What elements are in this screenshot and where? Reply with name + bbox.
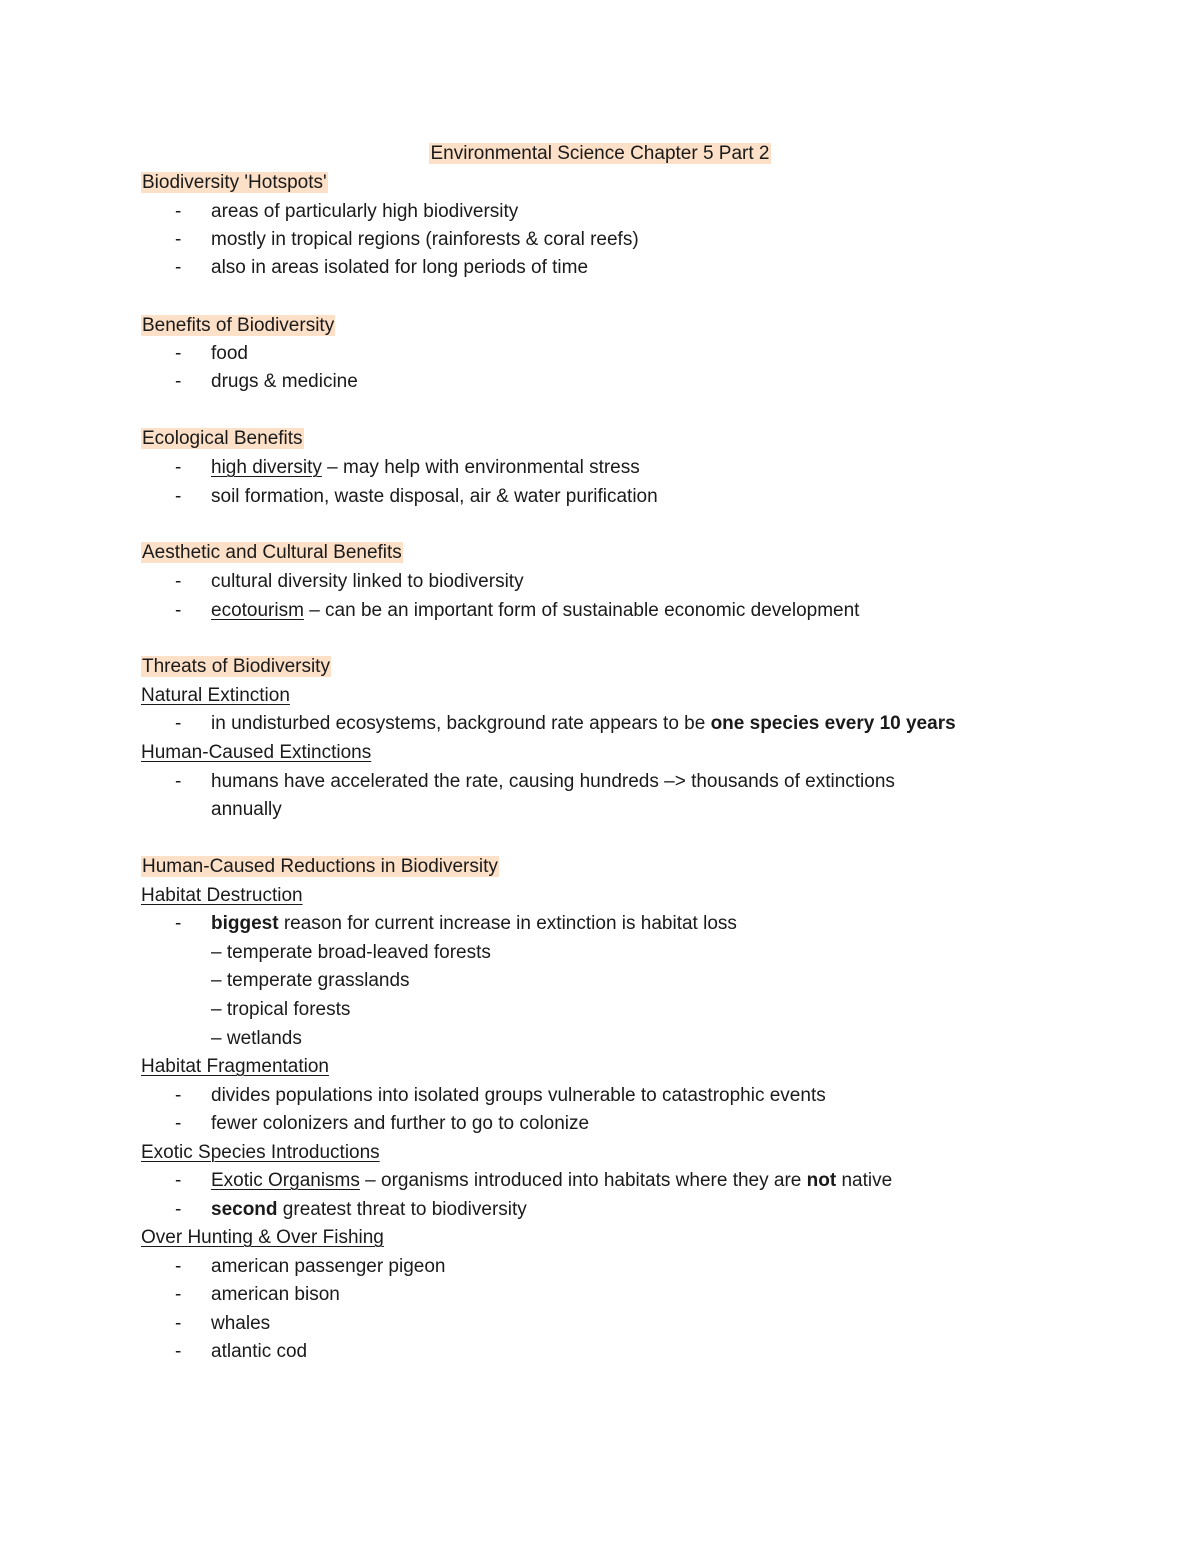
bullet-marker: - bbox=[175, 229, 182, 250]
list-item: american bison bbox=[211, 1284, 340, 1305]
bullet-marker: - bbox=[175, 201, 182, 222]
list-item: also in areas isolated for long periods of time bbox=[211, 257, 589, 278]
bullet-marker: - bbox=[175, 486, 182, 507]
item-text: reason for current increase in extinction is habitat loss bbox=[278, 913, 737, 934]
heading-text: Threats of Biodiversity bbox=[142, 656, 330, 677]
section-heading-reductions bbox=[141, 855, 499, 879]
subheading-exotic-species bbox=[141, 1141, 380, 1165]
bullet-marker: - bbox=[175, 1085, 182, 1106]
bullet-marker: - bbox=[175, 713, 182, 734]
sub-list-item: – temperate broad-leaved forests bbox=[211, 942, 491, 963]
bullet-marker: - bbox=[175, 457, 182, 478]
list-item: american passenger pigeon bbox=[211, 1256, 446, 1277]
bullet-marker: - bbox=[175, 343, 182, 364]
term-text: high diversity bbox=[211, 457, 322, 478]
heading-text: Aesthetic and Cultural Benefits bbox=[142, 542, 402, 563]
bullet-marker: - bbox=[175, 600, 182, 621]
subheading-text: Over Hunting & Over Fishing bbox=[141, 1227, 384, 1248]
item-text: – organisms introduced into habitats where they are bbox=[359, 1170, 807, 1191]
subheading-over-hunting bbox=[141, 1226, 384, 1250]
sub-list-item: – wetlands bbox=[211, 1028, 302, 1049]
subheading-text: Habitat Fragmentation bbox=[141, 1056, 329, 1077]
list-item bbox=[211, 912, 737, 936]
list-item: whales bbox=[211, 1313, 271, 1334]
section-heading-aesthetic bbox=[141, 541, 403, 565]
list-item: humans have accelerated the rate, causing hundreds –> thousands of extinctions bbox=[211, 771, 895, 792]
definition-text: – may help with environmental stress bbox=[321, 457, 640, 478]
bullet-marker: - bbox=[175, 1170, 182, 1191]
item-text: native bbox=[836, 1170, 893, 1191]
list-item bbox=[211, 712, 956, 736]
subheading-habitat-destruction bbox=[141, 884, 303, 908]
bullet-marker: - bbox=[175, 1256, 182, 1277]
sub-list-item: – temperate grasslands bbox=[211, 970, 410, 991]
list-item: areas of particularly high biodiversity bbox=[211, 201, 519, 222]
term-text: ecotourism bbox=[211, 600, 304, 621]
list-item: divides populations into isolated groups vulnerable to catastrophic events bbox=[211, 1085, 826, 1106]
heading-text: Biodiversity 'Hotspots' bbox=[142, 172, 327, 193]
bold-text: one species every 10 years bbox=[710, 713, 956, 734]
subheading-natural-extinction bbox=[141, 684, 290, 708]
bullet-marker: - bbox=[175, 1199, 182, 1220]
bullet-marker: - bbox=[175, 571, 182, 592]
bold-text: not bbox=[806, 1170, 837, 1191]
list-item: soil formation, waste disposal, air & water purification bbox=[211, 486, 658, 507]
heading-text: Human-Caused Reductions in Biodiversity bbox=[142, 856, 498, 877]
section-heading-benefits bbox=[141, 314, 335, 338]
bullet-marker: - bbox=[175, 1113, 182, 1134]
bold-text: second bbox=[211, 1199, 278, 1220]
list-item bbox=[211, 1169, 892, 1193]
bold-text: biggest bbox=[211, 913, 279, 934]
subheading-text: Human-Caused Extinctions bbox=[141, 742, 372, 763]
list-item bbox=[211, 1198, 527, 1222]
list-item: drugs & medicine bbox=[211, 371, 358, 392]
section-heading-threats bbox=[141, 655, 331, 679]
list-item: food bbox=[211, 343, 248, 364]
subheading-human-extinctions bbox=[141, 741, 371, 765]
document-title bbox=[0, 142, 1200, 166]
definition-text: – can be an important form of sustainable economic development bbox=[303, 600, 860, 621]
bullet-marker: - bbox=[175, 257, 182, 278]
subheading-habitat-fragmentation bbox=[141, 1055, 329, 1079]
list-item bbox=[211, 599, 859, 623]
item-text: in undisturbed ecosystems, background rate appears to be bbox=[211, 713, 711, 734]
subheading-text: Exotic Species Introductions bbox=[141, 1142, 380, 1163]
list-item-continuation: annually bbox=[211, 799, 282, 820]
term-text: Exotic Organisms bbox=[211, 1170, 360, 1191]
list-item: fewer colonizers and further to go to colonize bbox=[211, 1113, 590, 1134]
subheading-text: Natural Extinction bbox=[141, 685, 290, 706]
bullet-marker: - bbox=[175, 1341, 182, 1362]
heading-text: Ecological Benefits bbox=[142, 428, 303, 449]
item-text: greatest threat to biodiversity bbox=[277, 1199, 527, 1220]
list-item: cultural diversity linked to biodiversity bbox=[211, 571, 524, 592]
list-item bbox=[211, 456, 640, 480]
section-heading-hotspots bbox=[141, 171, 328, 195]
bullet-marker: - bbox=[175, 1313, 182, 1334]
title-text: Environmental Science Chapter 5 Part 2 bbox=[430, 143, 770, 164]
sub-list-item: – tropical forests bbox=[211, 999, 351, 1020]
bullet-marker: - bbox=[175, 1284, 182, 1305]
list-item: mostly in tropical regions (rainforests & coral reefs) bbox=[211, 229, 639, 250]
bullet-marker: - bbox=[175, 913, 182, 934]
heading-text: Benefits of Biodiversity bbox=[142, 315, 335, 336]
section-heading-ecological bbox=[141, 427, 304, 451]
subheading-text: Habitat Destruction bbox=[141, 885, 303, 906]
bullet-marker: - bbox=[175, 771, 182, 792]
list-item: atlantic cod bbox=[211, 1341, 308, 1362]
bullet-marker: - bbox=[175, 371, 182, 392]
